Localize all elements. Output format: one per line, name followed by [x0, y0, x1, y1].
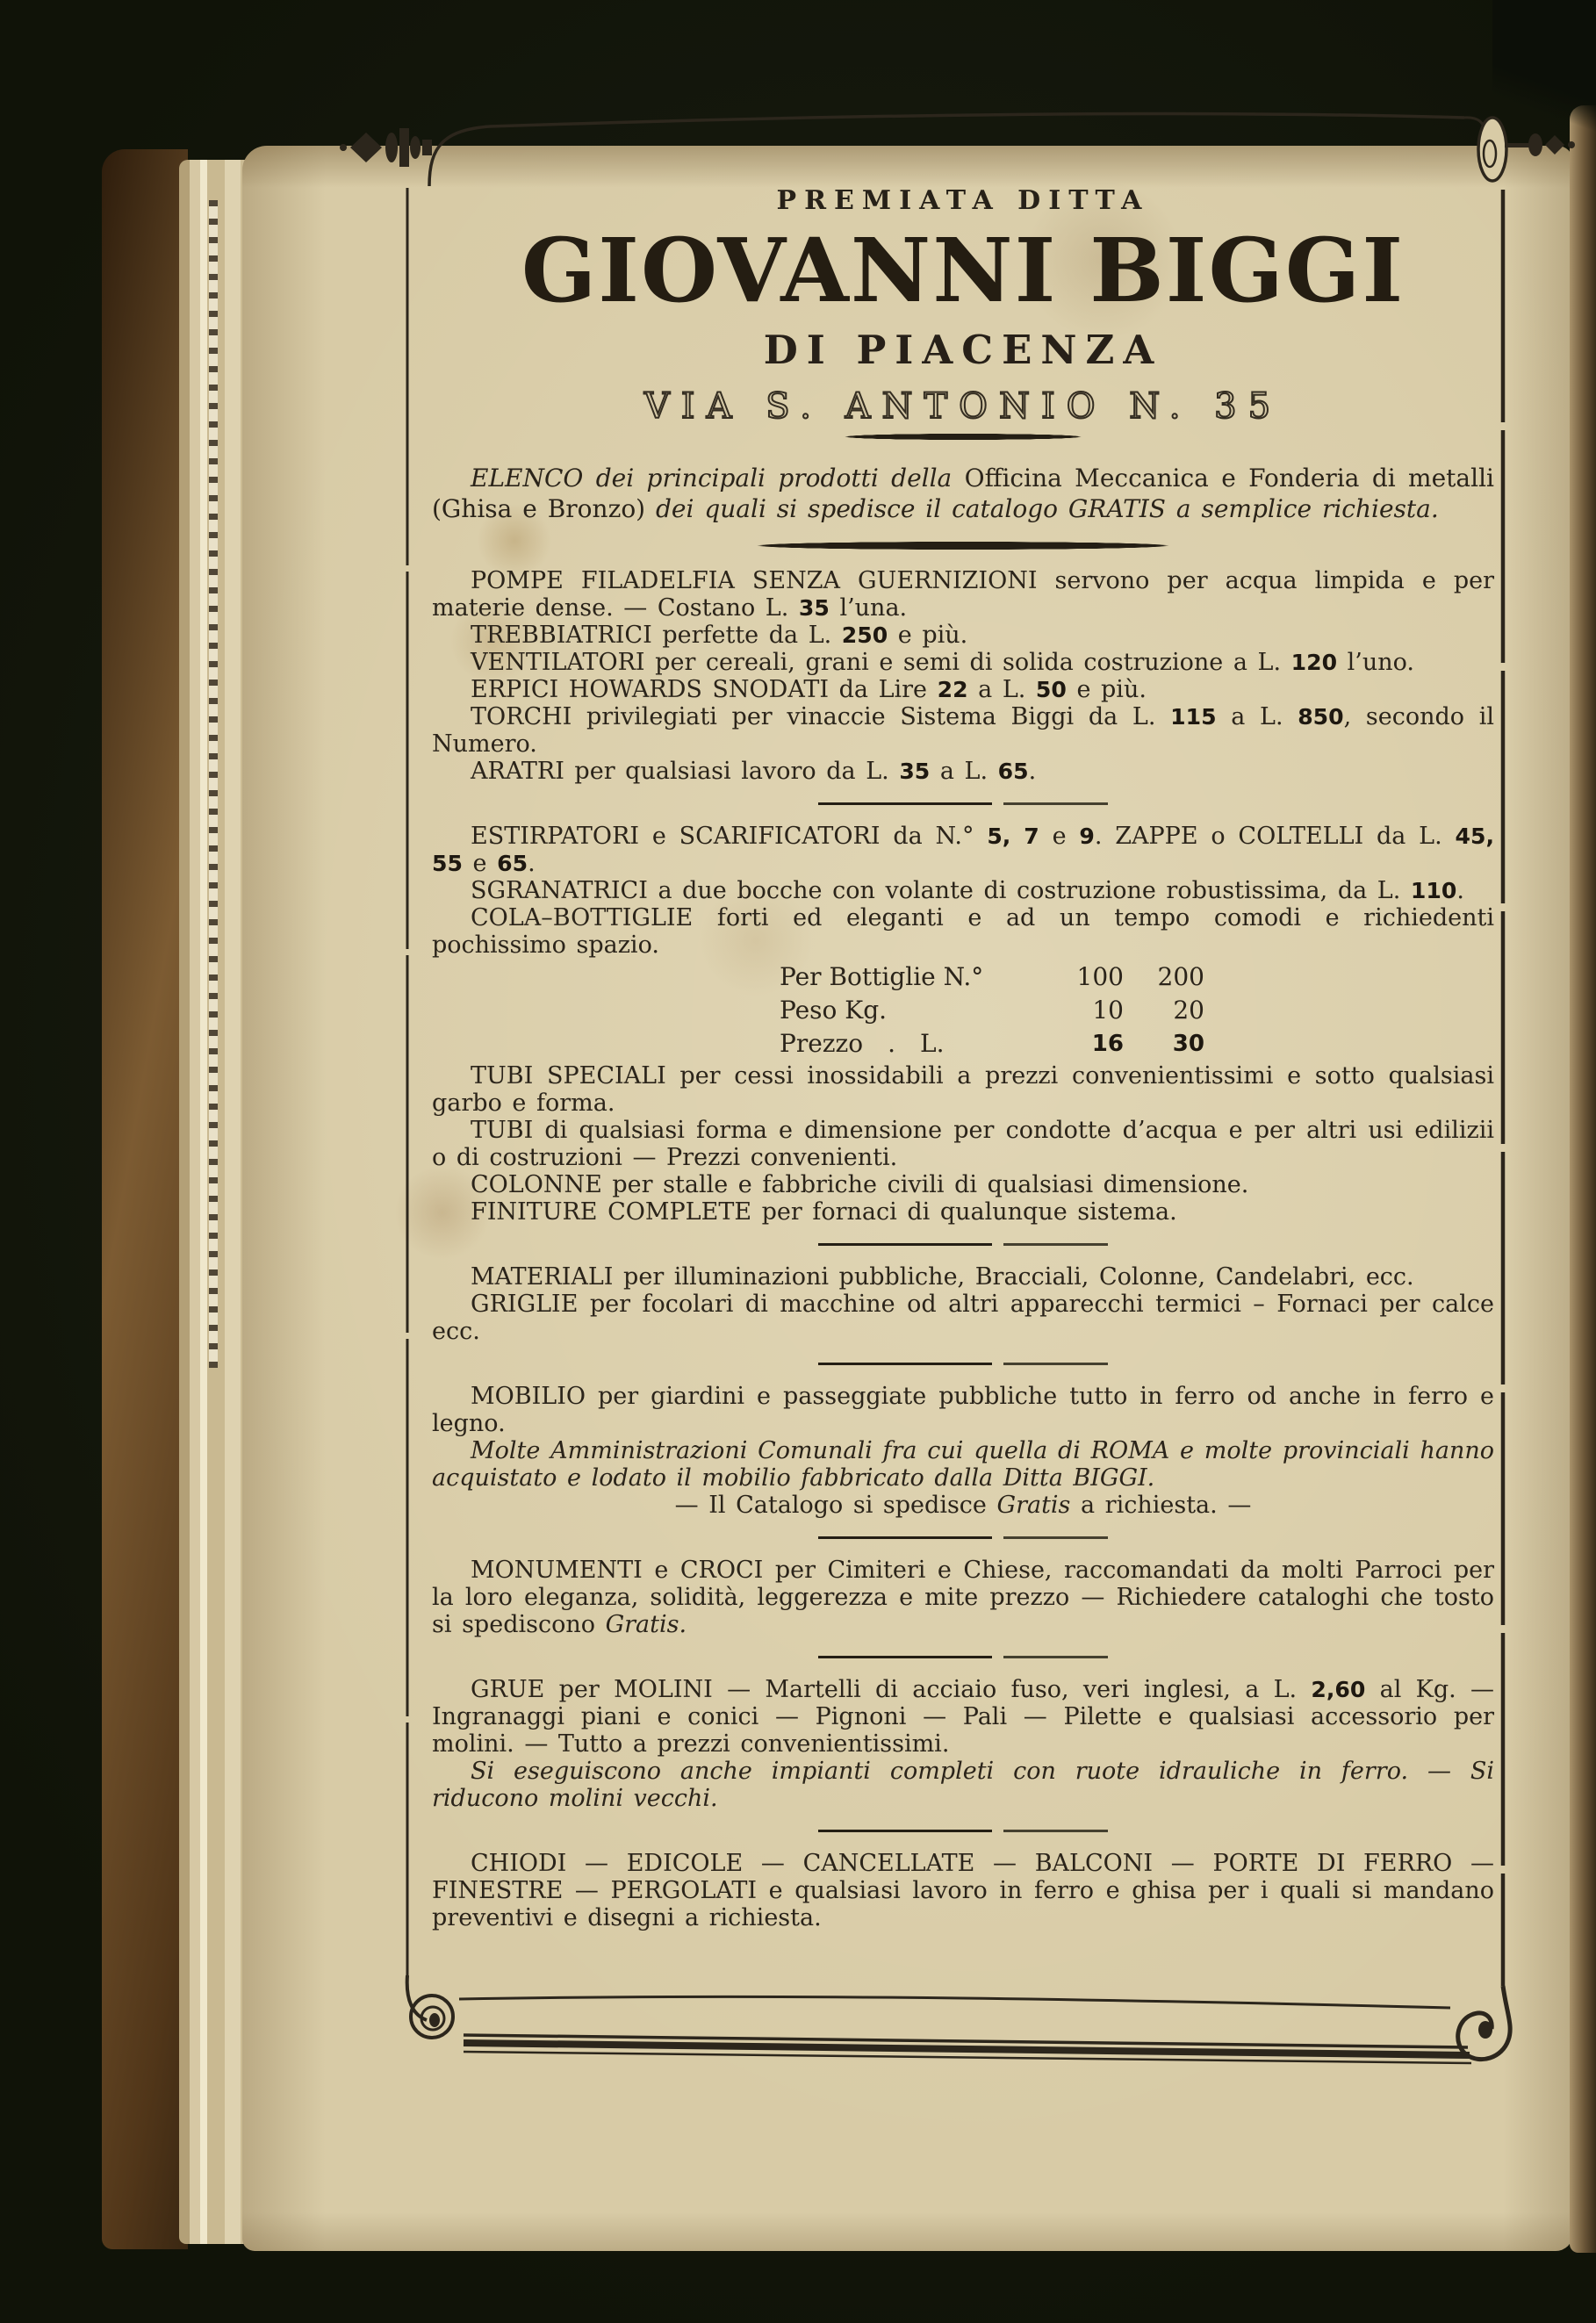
- text-run: 850: [1298, 704, 1344, 730]
- text-run: l’uno.: [1337, 649, 1415, 676]
- paragraph: [432, 904, 1494, 959]
- text-run: GRUE per MOLINI — Martelli di acciaio fuso, veri inglesi, a L.: [471, 1676, 1312, 1703]
- text-run: Molte Amministrazioni Comunali fra cui quella di ROMA e molte provinciali hanno acquistato e lodato il mobilio fabbricato dalla Ditta BIGGI.: [432, 1437, 1494, 1492]
- paragraph: [432, 649, 1494, 676]
- price-table: [780, 960, 1494, 1061]
- paragraph: [432, 1557, 1494, 1638]
- price-table-value: 20: [1173, 996, 1204, 1025]
- company-name: GIOVANNI BIGGI: [521, 219, 1405, 322]
- text-run: SGRANATRICI a due bocche con volante di costruzione robustissima, da L.: [471, 877, 1411, 904]
- paragraph: [432, 703, 1494, 758]
- price-table-label: Peso Kg.: [780, 996, 888, 1025]
- header-divider: [845, 434, 1082, 440]
- corner-shadow: [1492, 0, 1596, 132]
- text-run: COLA–BOTTIGLIE forti ed eleganti e ad un tempo comodi e richiedenti pochissimo spazio.: [432, 904, 1494, 959]
- paragraph: [432, 877, 1494, 904]
- text-run: .: [1456, 877, 1464, 904]
- paragraph: [432, 1492, 1494, 1519]
- text-run: .: [528, 850, 536, 877]
- book-cover-edge: [102, 149, 188, 2249]
- section-divider: [818, 1536, 1108, 1539]
- perforated-strip: [209, 200, 218, 1368]
- text-run: a richiesta. —: [1070, 1492, 1252, 1519]
- paragraph: [432, 1117, 1494, 1171]
- paragraph: [432, 1198, 1494, 1226]
- price-table-value: 200: [1157, 962, 1204, 991]
- price-table-label: Prezzo . L.: [780, 1029, 945, 1058]
- paragraph: [432, 1263, 1494, 1291]
- text-run: 2,60: [1311, 1677, 1366, 1702]
- price-table-value: 16: [1091, 1031, 1124, 1057]
- text-run: ERPICI HOWARDS SNODATI da Lire: [471, 676, 938, 703]
- text-run: COLONNE per stalle e fabbriche civili di qualsiasi dimensione.: [471, 1171, 1249, 1198]
- company-address: VIA S. ANTONIO N. 35: [643, 386, 1283, 427]
- text-run: TUBI di qualsiasi forma e dimensione per condotte d’acqua e per altri usi edilizii o di costruzioni — Prezzi convenienti.: [432, 1117, 1494, 1171]
- text-run: 35: [899, 759, 931, 784]
- text-run: e: [1039, 823, 1080, 850]
- text-run: e: [462, 850, 498, 877]
- text-run: 65: [497, 851, 528, 876]
- text-run: MOBILIO per giardini e passeggiate pubbliche tutto in ferro od anche in ferro e legno.: [432, 1383, 1494, 1437]
- text-run: POMPE FILADELFIA SENZA GUERNIZIONI servono per acqua limpida e per materie dense. — Costano L.: [432, 567, 1494, 622]
- text-run: a L.: [930, 758, 998, 785]
- text-run: al Kg. — Ingranaggi piani e conici — Pignoni — Pali — Pilette e qualsiasi accessorio per molini. — Tutto a prezzi convenientissimi.: [432, 1676, 1494, 1758]
- advertisement: [432, 179, 1494, 1931]
- section-divider: [818, 1243, 1108, 1246]
- text-run: CHIODI — EDICOLE — CANCELLATE — BALCONI — PORTE DI FERRO — FINESTRE — PERGOLATI e qualsiasi lavoro in ferro e ghisa per i quali si mandano preventivi e disegni a richiesta.: [432, 1850, 1494, 1931]
- text-run: Gratis: [996, 1492, 1071, 1519]
- company-city: DI PIACENZA: [763, 327, 1163, 373]
- text-run: Officina Meccanica e Fonderia di metalli (Ghisa e Bronzo): [432, 464, 1494, 523]
- text-run: ELENCO dei principali prodotti della: [471, 464, 965, 493]
- text-run: 50: [1035, 677, 1067, 702]
- text-run: l’una.: [829, 594, 908, 622]
- paragraph: [432, 823, 1494, 877]
- paragraph: [432, 1676, 1494, 1758]
- price-table-value: 10: [1092, 996, 1124, 1025]
- paragraph: [432, 1758, 1494, 1812]
- text-run: 22: [937, 677, 968, 702]
- price-table-row: [780, 994, 1494, 1027]
- paragraph: [432, 758, 1494, 785]
- company-tagline: PREMIATA DITTA: [776, 185, 1150, 216]
- text-run: VENTILATORI per cereali, grani e semi di solida costruzione a L.: [471, 649, 1291, 676]
- text-run: MATERIALI per illuminazioni pubbliche, Bracciali, Colonne, Candelabri, ecc.: [471, 1263, 1414, 1291]
- text-run: TORCHI privilegiati per vinaccie Sistema Biggi da L.: [471, 703, 1171, 730]
- text-run: 9: [1079, 823, 1095, 849]
- section-divider: [757, 542, 1169, 550]
- text-run: 5, 7: [987, 823, 1039, 849]
- price-table-row: [780, 960, 1494, 994]
- text-run: TREBBIATRICI perfette da L.: [471, 622, 842, 649]
- text-run: 65: [997, 759, 1029, 784]
- paragraph: [432, 1437, 1494, 1492]
- paragraph: [432, 1062, 1494, 1117]
- paragraph: [432, 622, 1494, 649]
- product-list: [432, 463, 1494, 1931]
- text-run: .: [1028, 758, 1037, 785]
- paragraph: [432, 676, 1494, 703]
- paragraph: [432, 1850, 1494, 1931]
- price-table-value: 30: [1172, 1031, 1204, 1057]
- text-run: MONUMENTI e CROCI per Cimiteri e Chiese, raccomandati da molti Parroci per la loro eleganza, solidità, leggerezza e mite prezzo — Richiedere cataloghi che tosto si spediscono: [432, 1557, 1494, 1638]
- text-run: FINITURE COMPLETE per fornaci di qualunque sistema.: [471, 1198, 1177, 1226]
- price-table-row: [780, 1027, 1494, 1061]
- text-run: ARATRI per qualsiasi lavoro da L.: [471, 758, 900, 785]
- text-run: — Il Catalogo si spedisce: [674, 1492, 997, 1519]
- text-run: 250: [841, 622, 888, 648]
- right-page-edge: [1570, 105, 1596, 2253]
- text-run: e più.: [888, 622, 968, 649]
- text-run: GRIGLIE per focolari di macchine od altri apparecchi termici – Fornaci per calce ecc.: [432, 1291, 1494, 1345]
- text-run: 115: [1170, 704, 1217, 730]
- section-divider: [818, 802, 1108, 805]
- paragraph: [432, 1383, 1494, 1437]
- text-run: , secondo il Numero.: [432, 703, 1494, 758]
- price-table-label: Per Bottiglie N.°: [780, 962, 984, 991]
- text-run: a L.: [967, 676, 1036, 703]
- section-divider: [818, 1830, 1108, 1832]
- text-run: 45, 55: [432, 823, 1494, 876]
- text-run: e più.: [1066, 676, 1147, 703]
- section-divider: [818, 1656, 1108, 1658]
- paragraph: [432, 1171, 1494, 1198]
- paragraph: [432, 463, 1494, 524]
- paragraph: [432, 1291, 1494, 1345]
- text-run: 120: [1290, 650, 1338, 675]
- text-run: a L.: [1216, 703, 1298, 730]
- text-run: 35: [798, 595, 830, 621]
- text-run: . ZAPPE o COLTELLI da L.: [1094, 823, 1456, 850]
- text-run: Si eseguiscono anche impianti completi con ruote idrauliche in ferro. — Si riducono molini vecchi.: [432, 1758, 1494, 1812]
- text-run: Gratis.: [605, 1611, 687, 1638]
- text-run: dei quali si spedisce il catalogo GRATIS a semplice richiesta.: [656, 494, 1439, 523]
- paragraph: [432, 567, 1494, 622]
- text-run: ESTIRPATORI e SCARIFICATORI da N.°: [471, 823, 988, 850]
- price-table-value: 100: [1076, 962, 1124, 991]
- text-run: 110: [1410, 878, 1457, 903]
- section-divider: [818, 1363, 1108, 1365]
- text-run: TUBI SPECIALI per cessi inossidabili a prezzi convenientissimi e sotto qualsiasi garbo e forma.: [432, 1062, 1494, 1117]
